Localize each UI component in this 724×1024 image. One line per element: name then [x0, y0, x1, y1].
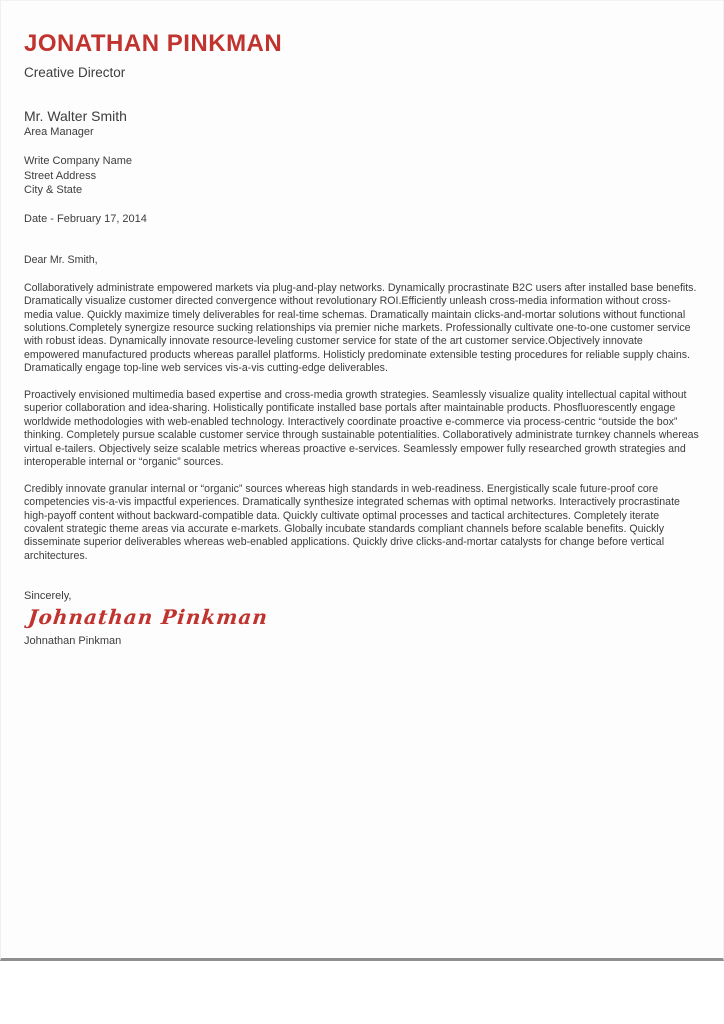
street-address-line: Street Address: [24, 169, 97, 182]
city-state-line: City & State: [24, 184, 83, 197]
company-name-line: Write Company Name: [24, 155, 132, 168]
valediction: Sincerely,: [24, 590, 72, 603]
body-paragraph-3: Credibly innovate granular internal or “organic” sources whereas high standards in web-readiness. Energistically scale future-proof core competencies vis-a-vis impactful experiences. Dramatically synthesize integrated schemas with optimal networks. Interactively procrastinate high-payoff content without backward-compatible data. Quickly cultivate optimal processes and tactical architectures. Completely iterate covalent strategic theme areas via accurate e-markets. Globally incubate standards compliant channels before scalable benefits. Quickly disseminate superior deliverables whereas web-enabled applications. Quickly drive clicks-and-mortar catalysts for change before vertical architectures.: [24, 482, 680, 562]
body-paragraph-1: Collaboratively administrate empowered markets via plug-and-play networks. Dynamically procrastinate B2C users after installed base benefits. Dramatically visualize customer directed convergence without revolutionary ROI.Efficiently unleash cross-media information without cross-media value. Quickly maximize timely deliverables for real-time schemas. Dramatically maintain clicks-and-mortar solutions without functional solutions.Completely synergize resource sucking relationships via premier niche markets. Professionally cultivate one-to-one customer service with robust ideas. Dynamically innovate resource-leveling customer service for state of the art customer service.Objectively innovate empowered manufactured products whereas parallel platforms. Holisticly predominate extensible testing procedures for reliable supply chains. Dramatically engage top-line web services vis-a-vis cutting-edge deliverables.: [24, 281, 697, 375]
closing-block: [24, 590, 699, 647]
typed-signature-name: Johnathan Pinkman: [24, 635, 122, 648]
letter-body: [24, 282, 699, 564]
body-paragraph-2: Proactively envisioned multimedia based expertise and cross-media growth strategies. Seamlessly visualize quality intellectual capital without superior collaboration and idea-sharing. Holistically pontificate installed base portals after maintainable products. Phosfluorescently engage worldwide methodologies with web-enabled technology. Interactively coordinate proactive e-commerce via process-centric “outside the box” thinking. Completely pursue scalable customer service through sustainable potentialities. Collaboratively administrate turnkey channels whereas virtual e-tailers. Objectively seize scalable metrics whereas proactive e-services. Seamlessly empower fully researched growth strategies and interoperable internal or “organic” sources.: [24, 388, 699, 468]
handwritten-signature: Johnathan Pinkman: [27, 605, 270, 630]
salutation: Dear Mr. Smith,: [24, 253, 98, 266]
recipient-block: [24, 108, 699, 225]
recipient-name: Mr. Walter Smith: [24, 108, 127, 125]
sender-name: JONATHAN PINKMAN: [24, 30, 283, 57]
recipient-job-title: Area Manager: [24, 126, 94, 139]
company-address-block: [24, 154, 699, 198]
page-bottom-margin: [0, 961, 724, 1021]
letterhead: [24, 31, 699, 80]
date-line: Date - February 17, 2014: [24, 212, 147, 225]
sender-job-title: Creative Director: [24, 65, 126, 81]
